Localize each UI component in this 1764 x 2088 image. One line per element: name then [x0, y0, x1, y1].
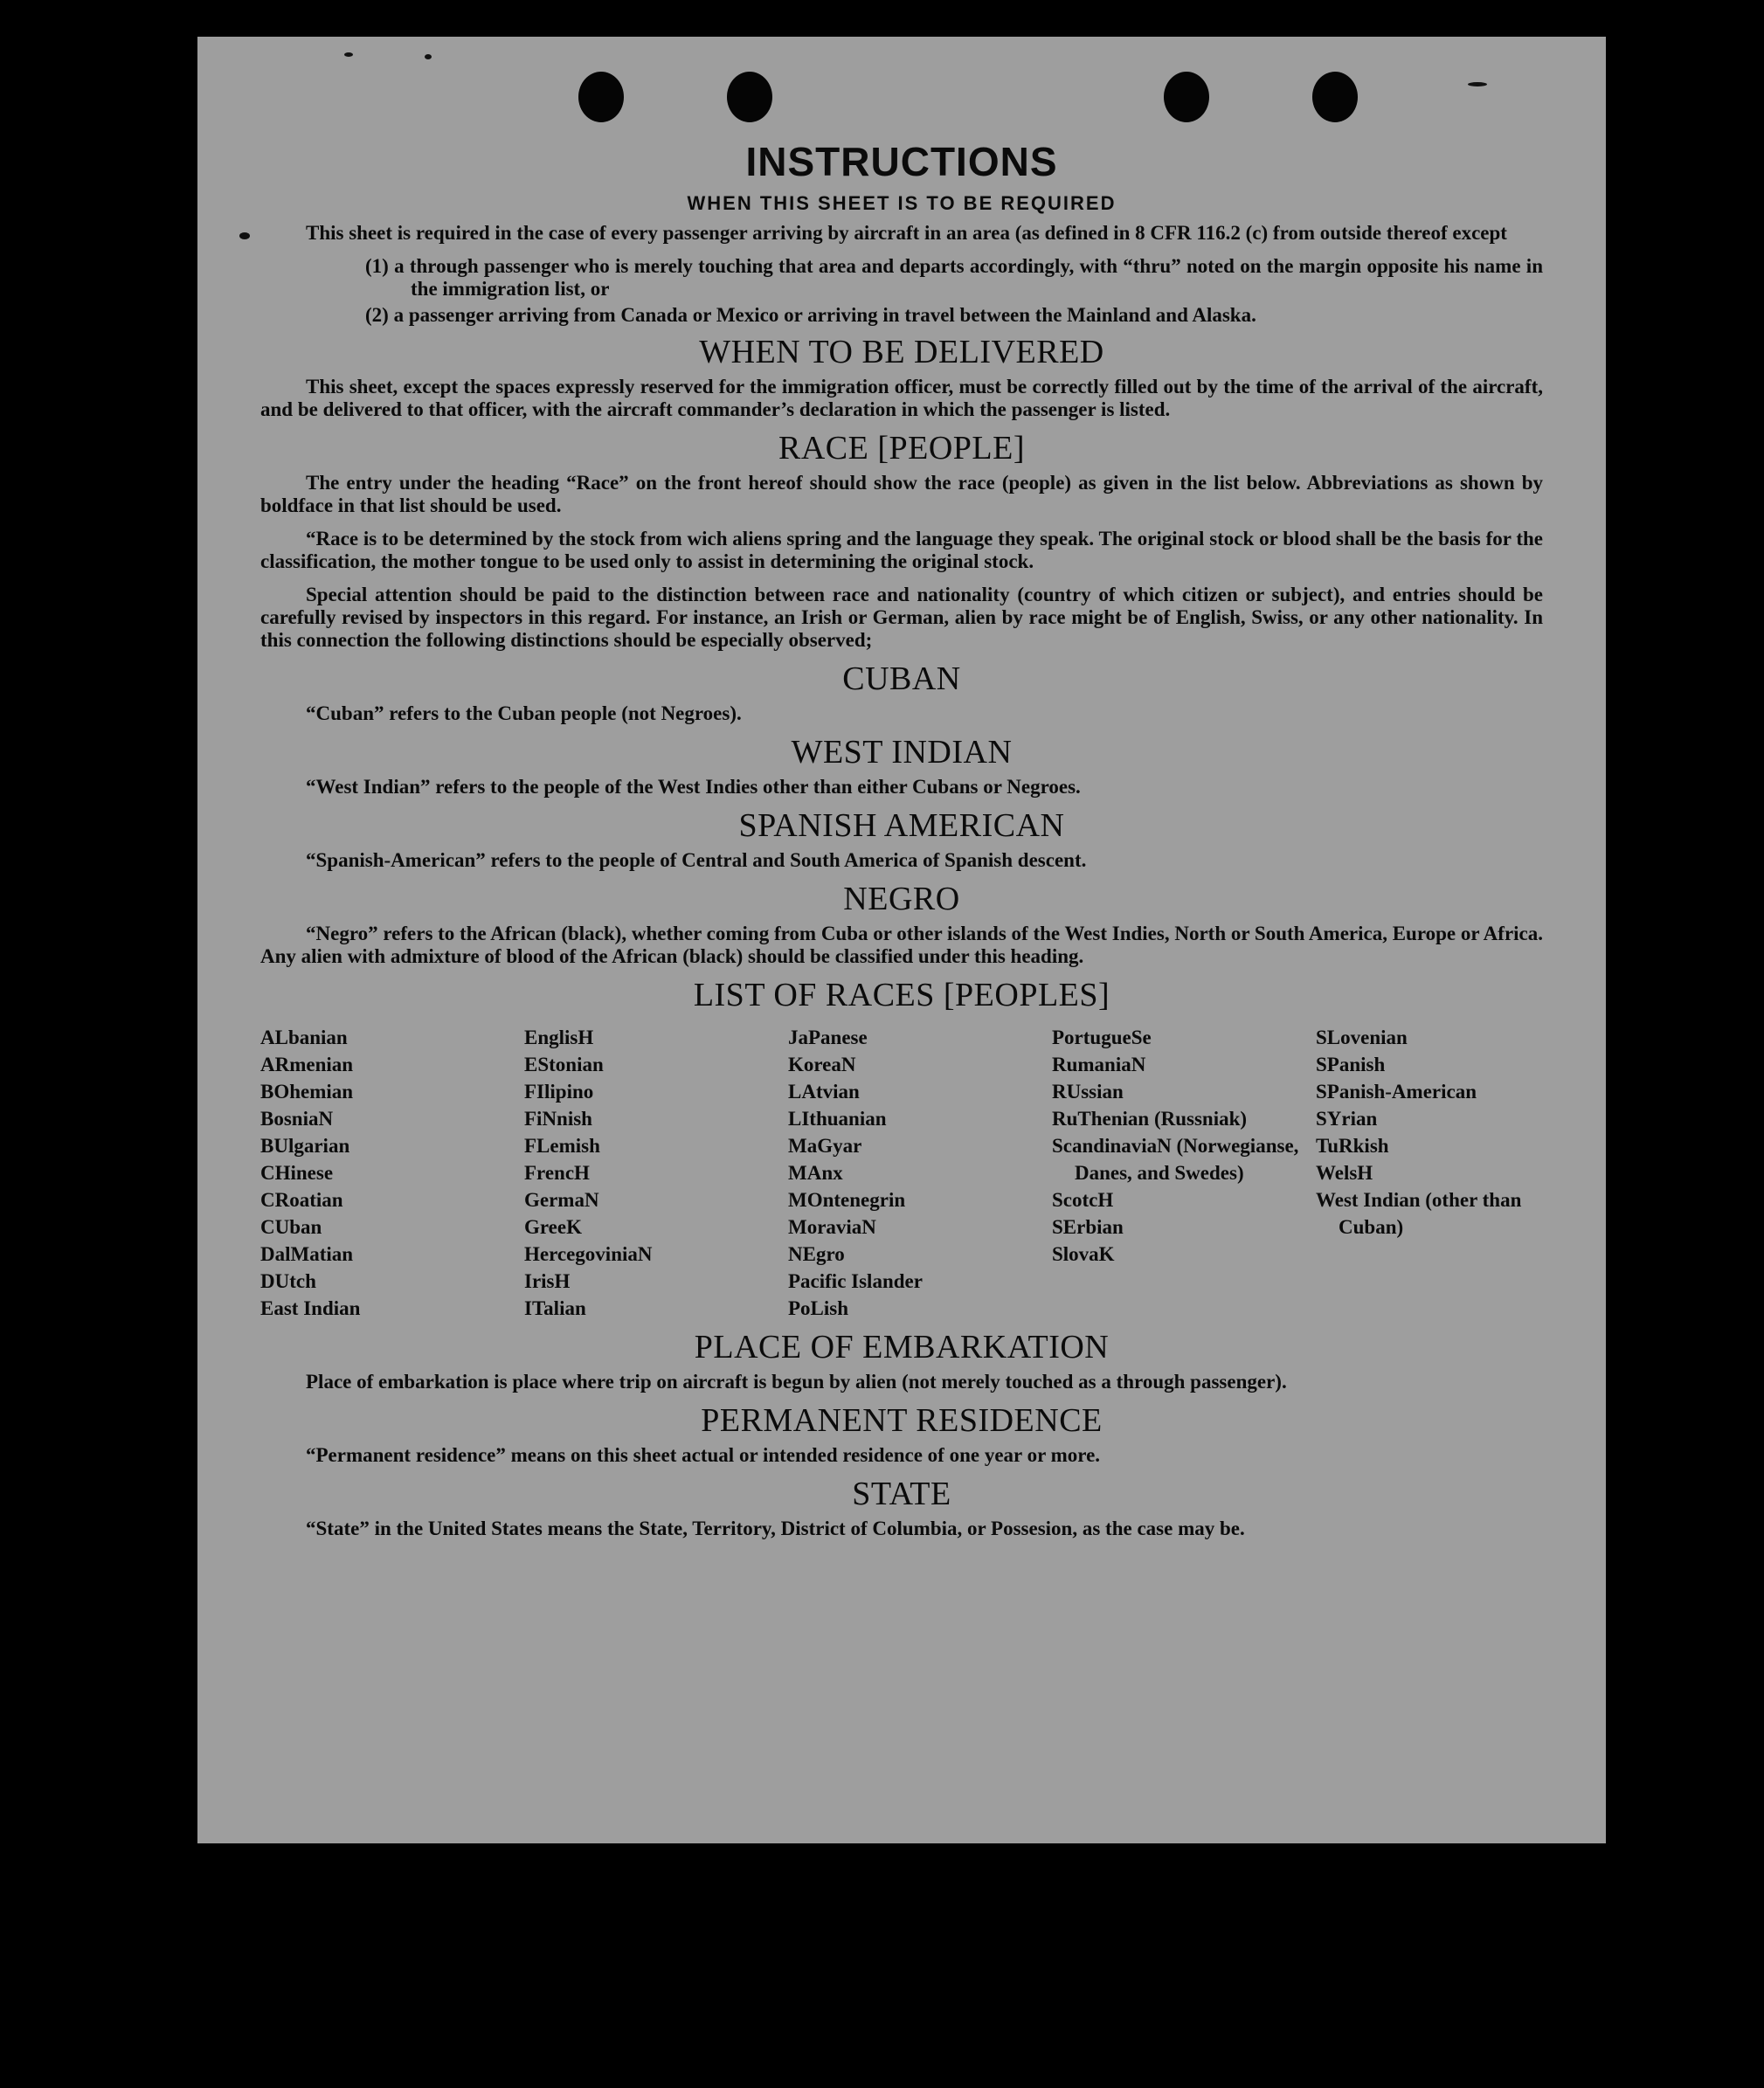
residence-paragraph: “Permanent residence” means on this sheet actual or intended residence of one year or more.: [306, 1444, 1101, 1466]
delivered-paragraph: This sheet, except the spaces expressly reserved for the immigration officer, must be correctly filled out by the time of the arrival of the aircraft, and be delivered to that officer, with the aircraft commander’s declaration in which the passenger is listed.: [260, 376, 1543, 420]
race-entry: DUtch: [260, 1270, 316, 1292]
exception-item: (1) a through passenger who is merely touching that area and departs accordingly, with “thru” noted on the margin opposite his name in the immigration list, or: [365, 255, 1543, 300]
race-entry: EStonian: [524, 1054, 604, 1075]
race-entry: SlovaK: [1052, 1243, 1115, 1265]
race-entry: West Indian (other than Cuban): [1316, 1189, 1522, 1238]
speck: [344, 52, 353, 57]
race-entry: HercegoviniaN: [524, 1243, 653, 1265]
race-entry: LAtvian: [788, 1081, 860, 1103]
race-entry: CRoatian: [260, 1189, 343, 1211]
race-entry: FLemish: [524, 1135, 600, 1157]
race-entry: CUban: [260, 1216, 322, 1238]
page-title: INSTRUCTIONS: [745, 139, 1058, 184]
race-entry: BosniaN: [260, 1108, 334, 1130]
race-entry: RuThenian (Russniak): [1052, 1108, 1248, 1130]
race-entry: SYrian: [1316, 1108, 1378, 1130]
race-entry: BOhemian: [260, 1081, 354, 1103]
speck: [1468, 82, 1487, 86]
race-entry: KoreaN: [788, 1054, 856, 1075]
races-column: [260, 1024, 524, 1322]
section-heading-negro: NEGRO: [843, 881, 960, 917]
cuban-paragraph: “Cuban” refers to the Cuban people (not Negroes).: [306, 702, 742, 724]
race-entry: SLovenian: [1316, 1027, 1408, 1048]
race-entry: ScandinaviaN (Norwegianse, Danes, and Swedes): [1052, 1135, 1299, 1184]
race-entry: LIthuanian: [788, 1108, 887, 1130]
races-list: [260, 1024, 1543, 1322]
race-entry: WelsH: [1316, 1162, 1373, 1184]
punch-hole: [578, 72, 624, 122]
speck: [425, 54, 432, 59]
section-heading-embarkation: PLACE OF EMBARKATION: [694, 1329, 1110, 1365]
races-column: [1052, 1024, 1316, 1322]
speck: [239, 232, 250, 239]
section-heading-race: RACE [PEOPLE]: [778, 430, 1025, 467]
race-entry: NEgro: [788, 1243, 845, 1265]
race-entry: MoraviaN: [788, 1216, 876, 1238]
races-column: [788, 1024, 1052, 1322]
race-paragraph: “Race is to be determined by the stock from wich aliens spring and the language they speak. The original stock or blood shall be the basis for the classification, the mother tongue to be used only to assist in determining the original stock.: [260, 528, 1543, 572]
race-entry: FrencH: [524, 1162, 590, 1184]
race-entry: DalMatian: [260, 1243, 354, 1265]
race-paragraph: The entry under the heading “Race” on the front hereof should show the race (people) as given in the list below. Abbreviations as shown by boldface in that list should be used.: [260, 472, 1543, 516]
section-heading-state: STATE: [852, 1476, 951, 1512]
race-entry: ScotcH: [1052, 1189, 1114, 1211]
race-entry: GreeK: [524, 1216, 582, 1238]
race-entry: MAnx: [788, 1162, 843, 1184]
race-paragraph: Special attention should be paid to the distinction between race and nationality (country of which citizen or subject), and entries should be carefully revised by inspectors in this regard. For instance, an Irish or German, alien by race might be of English, Swiss, or any other nationality. In this connection the following distinctions should be especially observed;: [260, 584, 1543, 651]
race-entry: JaPanese: [788, 1027, 868, 1048]
race-entry: SPanish: [1316, 1054, 1386, 1075]
section-heading-spanish-american: SPANISH AMERICAN: [738, 807, 1065, 844]
punch-hole: [727, 72, 772, 122]
section-heading-west-indian: WEST INDIAN: [791, 734, 1013, 771]
state-paragraph: “State” in the United States means the State, Territory, District of Columbia, or Possesion, as the case may be.: [306, 1518, 1245, 1539]
race-entry: ARmenian: [260, 1054, 354, 1075]
race-entry: EnglisH: [524, 1027, 594, 1048]
races-column: [524, 1024, 788, 1322]
section-heading-residence: PERMANENT RESIDENCE: [701, 1402, 1103, 1439]
section-heading-delivered: WHEN TO BE DELIVERED: [699, 334, 1104, 370]
race-entry: CHinese: [260, 1162, 334, 1184]
race-entry: SErbian: [1052, 1216, 1124, 1238]
intro-paragraph: This sheet is required in the case of every passenger arriving by aircraft in an area (as defined in 8 CFR 116.2 (c) from outside thereof except: [306, 222, 1507, 244]
race-entry: SPanish-American: [1316, 1081, 1477, 1103]
race-entry: BUlgarian: [260, 1135, 350, 1157]
spanish-american-paragraph: “Spanish-American” refers to the people of Central and South America of Spanish descent.: [306, 849, 1087, 871]
section-heading-cuban: CUBAN: [842, 660, 961, 697]
race-entry: FIlipino: [524, 1081, 594, 1103]
west-indian-paragraph: “West Indian” refers to the people of the West Indies other than either Cubans or Negroes.: [306, 776, 1081, 798]
race-entry: MaGyar: [788, 1135, 862, 1157]
race-entry: RumaniaN: [1052, 1054, 1146, 1075]
document-sheet: [197, 37, 1606, 1843]
race-entry: ITalian: [524, 1297, 586, 1319]
race-entry: MOntenegrin: [788, 1189, 906, 1211]
section-heading-list: LIST OF RACES [PEOPLES]: [693, 977, 1110, 1013]
punch-hole: [1312, 72, 1358, 122]
page-subtitle: WHEN THIS SHEET IS TO BE REQUIRED: [687, 192, 1117, 214]
exception-item: (2) a passenger arriving from Canada or Mexico or arriving in travel between the Mainland and Alaska.: [365, 304, 1256, 326]
race-entry: RUssian: [1052, 1081, 1124, 1103]
race-entry: East Indian: [260, 1297, 361, 1319]
race-entry: TuRkish: [1316, 1135, 1389, 1157]
race-entry: GermaN: [524, 1189, 599, 1211]
negro-paragraph: “Negro” refers to the African (black), whether coming from Cuba or other islands of the West Indies, North or South America, Europe or Africa. Any alien with admixture of blood of the African (black) should be classified under this heading.: [260, 923, 1543, 967]
race-entry: FiNnish: [524, 1108, 592, 1130]
races-column: [1316, 1024, 1580, 1322]
race-entry: IrisH: [524, 1270, 571, 1292]
embarkation-paragraph: Place of embarkation is place where trip on aircraft is begun by alien (not merely touched as a through passenger).: [306, 1371, 1287, 1393]
race-entry: ALbanian: [260, 1027, 348, 1048]
punch-hole: [1164, 72, 1209, 122]
race-entry: Pacific Islander: [788, 1270, 923, 1292]
race-entry: PoLish: [788, 1297, 849, 1319]
race-entry: PortugueSe: [1052, 1027, 1152, 1048]
